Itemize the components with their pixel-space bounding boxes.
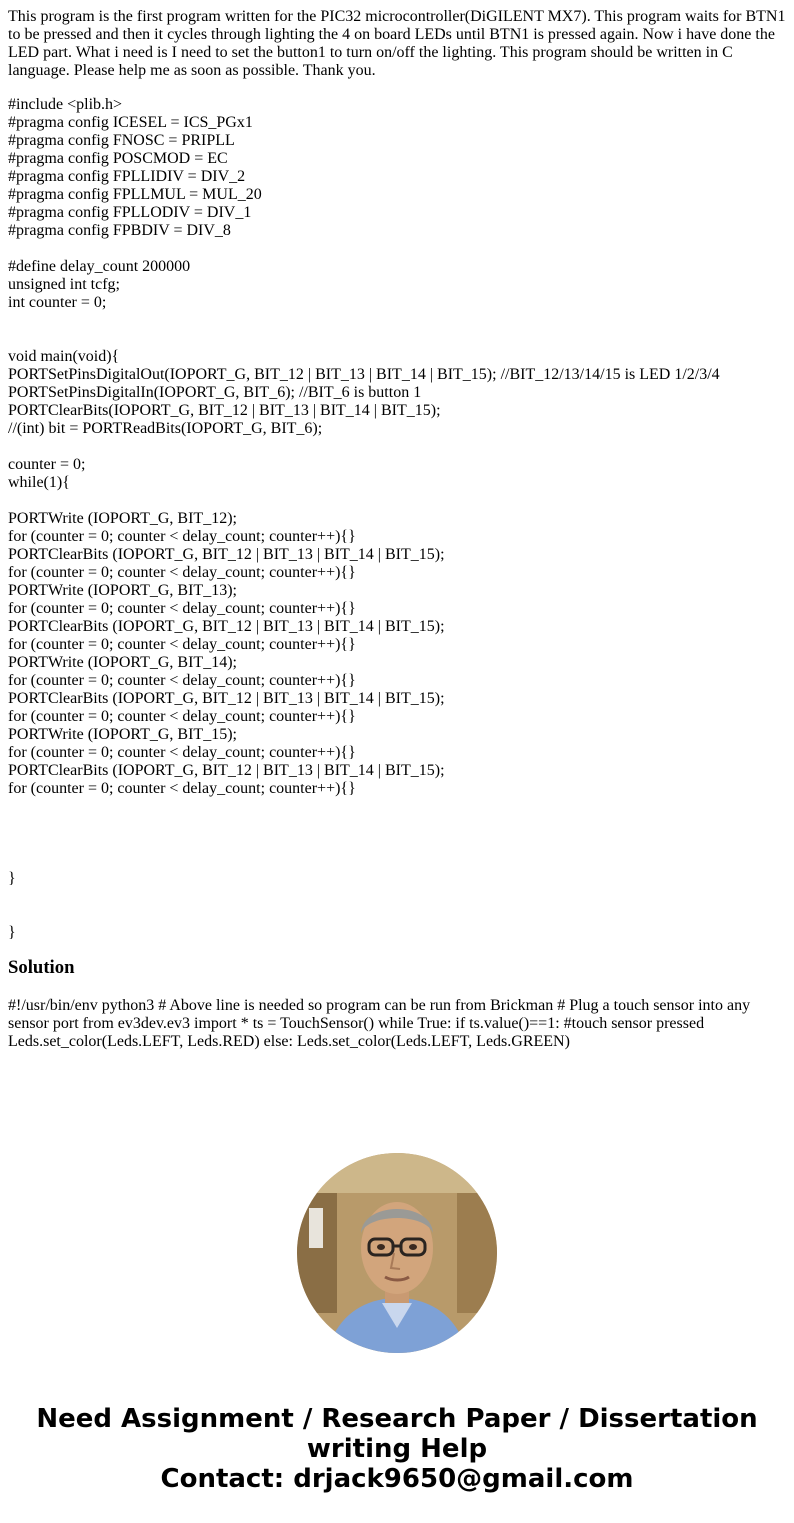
author-photo-icon (297, 1153, 497, 1353)
question-code: #include <plib.h> #pragma config ICESEL = ICS_PGx1 #pragma config FNOSC = PRIPLL #pragma config POSCMOD = EC #pragma config FPLLIDIV = DIV_2 #pragma config FPLLMUL = MUL_20 #pragma config FPLLODIV = DIV_1 #pragma config FPBDIV = DIV_8 #define delay_count 200000 unsigned int tcfg; int counter = 0; void main(void){ PORTSetPinsDigitalOut(IOPORT_G, BIT_12 | BIT_13 | BIT_14 | BIT_15); //BIT_12/13/14/15 is LED 1/2/3/4 PORTSetPinsDigitalIn(IOPORT_G, BIT_6); //BIT_6 is button 1 PORTClearBits(IOPORT_G, BIT_12 | BIT_13 | BIT_14 | BIT_15); //(int) bit = PORTReadBits(IOPORT_G, BIT_6); counter = 0; while(1){ PORTWrite (IOPORT_G, BIT_12); for (counter = 0; counter < delay_count; counter++){} PORTClearBits (IOPORT_G, BIT_12 | BIT_13 | BIT_14 | BIT_15); for (counter = 0; counter < delay_count; counter++){} PORTWrite (IOPORT_G, BIT_13); for (counter = 0; counter < delay_count; counter++){} PORTClearBits (IOPORT_G, BIT_12 | BIT_13 | BIT_14 | BIT_15); for (counter = 0; counter < delay_count; counter++){} PORTWrite (IOPORT_G, BIT_14); for (counter = 0; counter < delay_count; counter++){} PORTClearBits (IOPORT_G, BIT_12 | BIT_13 | BIT_14 | BIT_15); for (counter = 0; counter < delay_count; counter++){} PORTWrite (IOPORT_G, BIT_15); for (counter = 0; counter < delay_count; counter++){} PORTClearBits (IOPORT_G, BIT_12 | BIT_13 | BIT_14 | BIT_15); for (counter = 0; counter < delay_count; counter++){} } } (8, 96, 720, 941)
author-avatar (297, 1153, 497, 1353)
question-text: This program is the first program written for the PIC32 microcontroller(DiGILENT MX7). This program waits for BTN1 to be pressed and then it cycles through lighting the 4 on board LEDs until BTN1 is pressed again. Now i have done the LED part. What i need is I need to set the button1 to turn on/off the lighting. This program should be written in C language. Please help me as soon as possible. Thank you. (8, 8, 786, 79)
solution-text: #!/usr/bin/env python3 # Above line is needed so program can be run from Brickman # Plug a touch sensor into any sensor port from ev3dev.ev3 import * ts = TouchSensor() while True: if ts.value()==1: #touch sensor pressed Leds.set_color(Leds.LEFT, Leds.RED) else: Leds.set_color(Leds.LEFT, Leds.GREEN) (8, 997, 751, 1050)
promo-banner (0, 1404, 794, 1494)
banner-contact-line: Contact: drjack9650@gmail.com (160, 1464, 634, 1494)
banner-line-2: writing Help (306, 1434, 488, 1464)
solution-heading: Solution (8, 957, 75, 978)
banner-line-1: Need Assignment / Research Paper / Dissertation (36, 1404, 758, 1434)
